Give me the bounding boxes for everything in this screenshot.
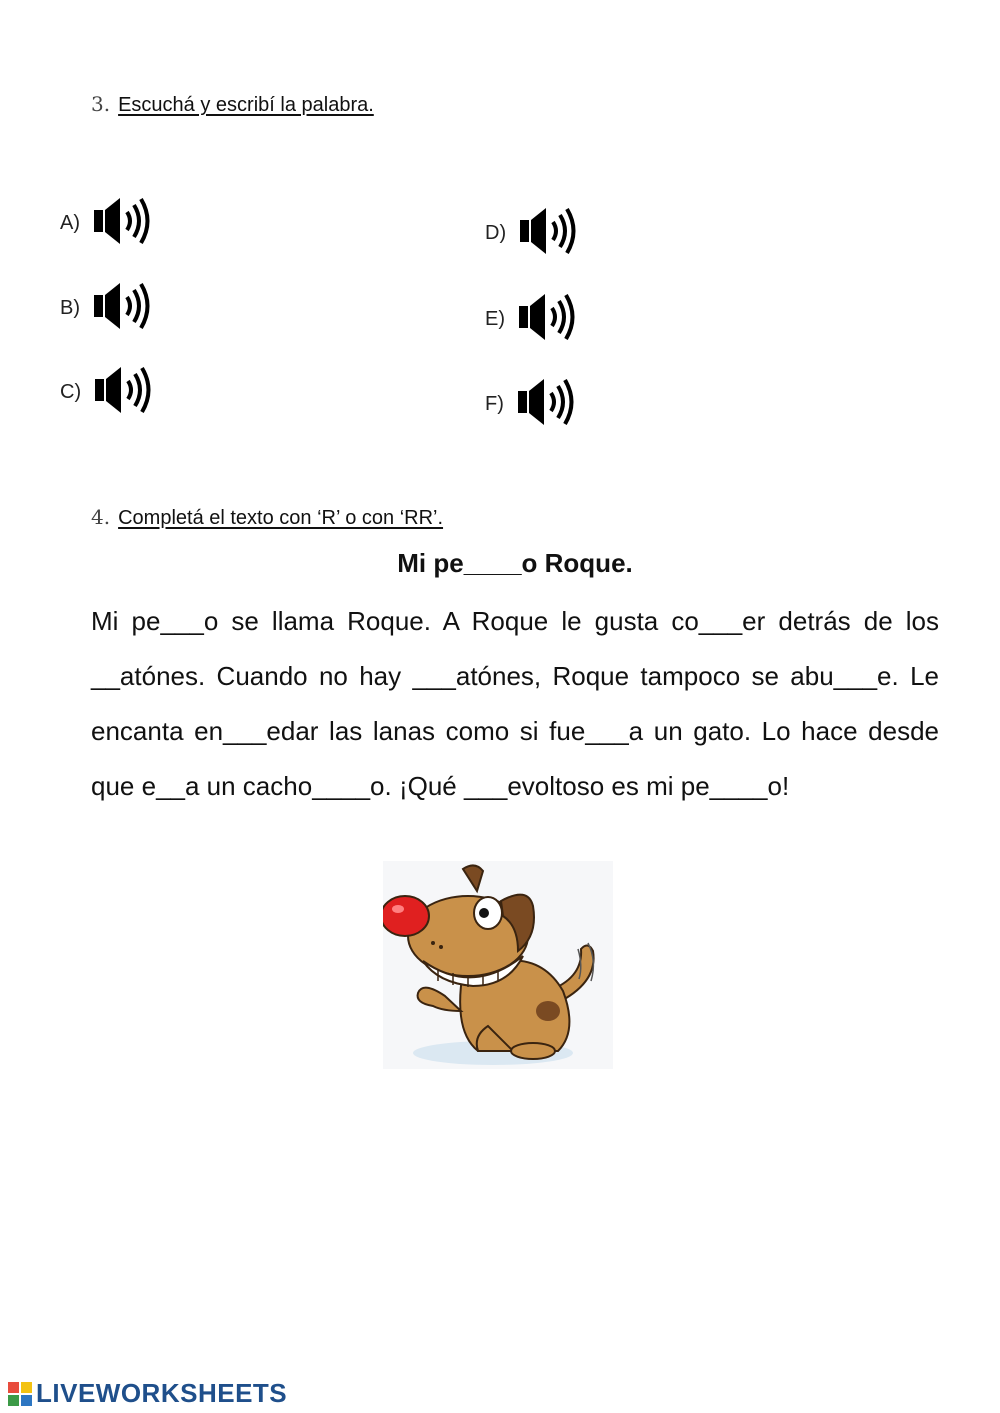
option-label: D) [485, 222, 507, 244]
story-line: __atónes. Cuando no hay ___atónes, Roque tampoco se abu___e. Le [91, 661, 939, 691]
speaker-icon[interactable] [93, 364, 153, 421]
logo-grid-icon [8, 1382, 32, 1406]
section-3-instruction: Escuchá y escribí la palabra. [118, 94, 374, 116]
option-label: E) [485, 308, 505, 330]
liveworksheets-logo [8, 1378, 287, 1409]
story-line: que e__a un cacho____o. ¡Qué ___evoltoso es mi pe____o! [91, 771, 790, 801]
speaker-icon[interactable] [92, 280, 152, 337]
option-label: A) [60, 212, 80, 234]
option-label: B) [60, 297, 80, 319]
section-3-number: 3. [91, 92, 111, 116]
section-4-instruction: Completá el texto con ‘R’ o con ‘RR’. [118, 507, 444, 529]
story-paragraph [91, 594, 939, 814]
option-a [60, 195, 152, 252]
story-line: Mi pe___o se llama Roque. A Roque le gusta co___er detrás de los [91, 606, 939, 636]
speaker-icon[interactable] [92, 195, 152, 252]
story-title: Mi pe____o Roque. [397, 548, 633, 578]
speaker-icon[interactable] [518, 205, 578, 262]
section-4-number: 4. [91, 505, 111, 529]
speaker-icon[interactable] [516, 376, 576, 433]
option-label: C) [60, 381, 82, 403]
section-4-heading [91, 505, 443, 530]
section-3-heading [91, 92, 374, 117]
option-c [60, 364, 153, 421]
speaker-icon[interactable] [517, 291, 577, 348]
logo-text: LIVEWORKSHEETS [36, 1378, 288, 1408]
dog-illustration [383, 861, 613, 1069]
story-line: encanta en___edar las lanas como si fue___a un gato. Lo hace desde [91, 716, 939, 746]
option-e [485, 291, 577, 348]
option-b [60, 280, 152, 337]
option-f [485, 376, 576, 433]
option-label: F) [485, 393, 504, 415]
option-d [485, 205, 578, 262]
